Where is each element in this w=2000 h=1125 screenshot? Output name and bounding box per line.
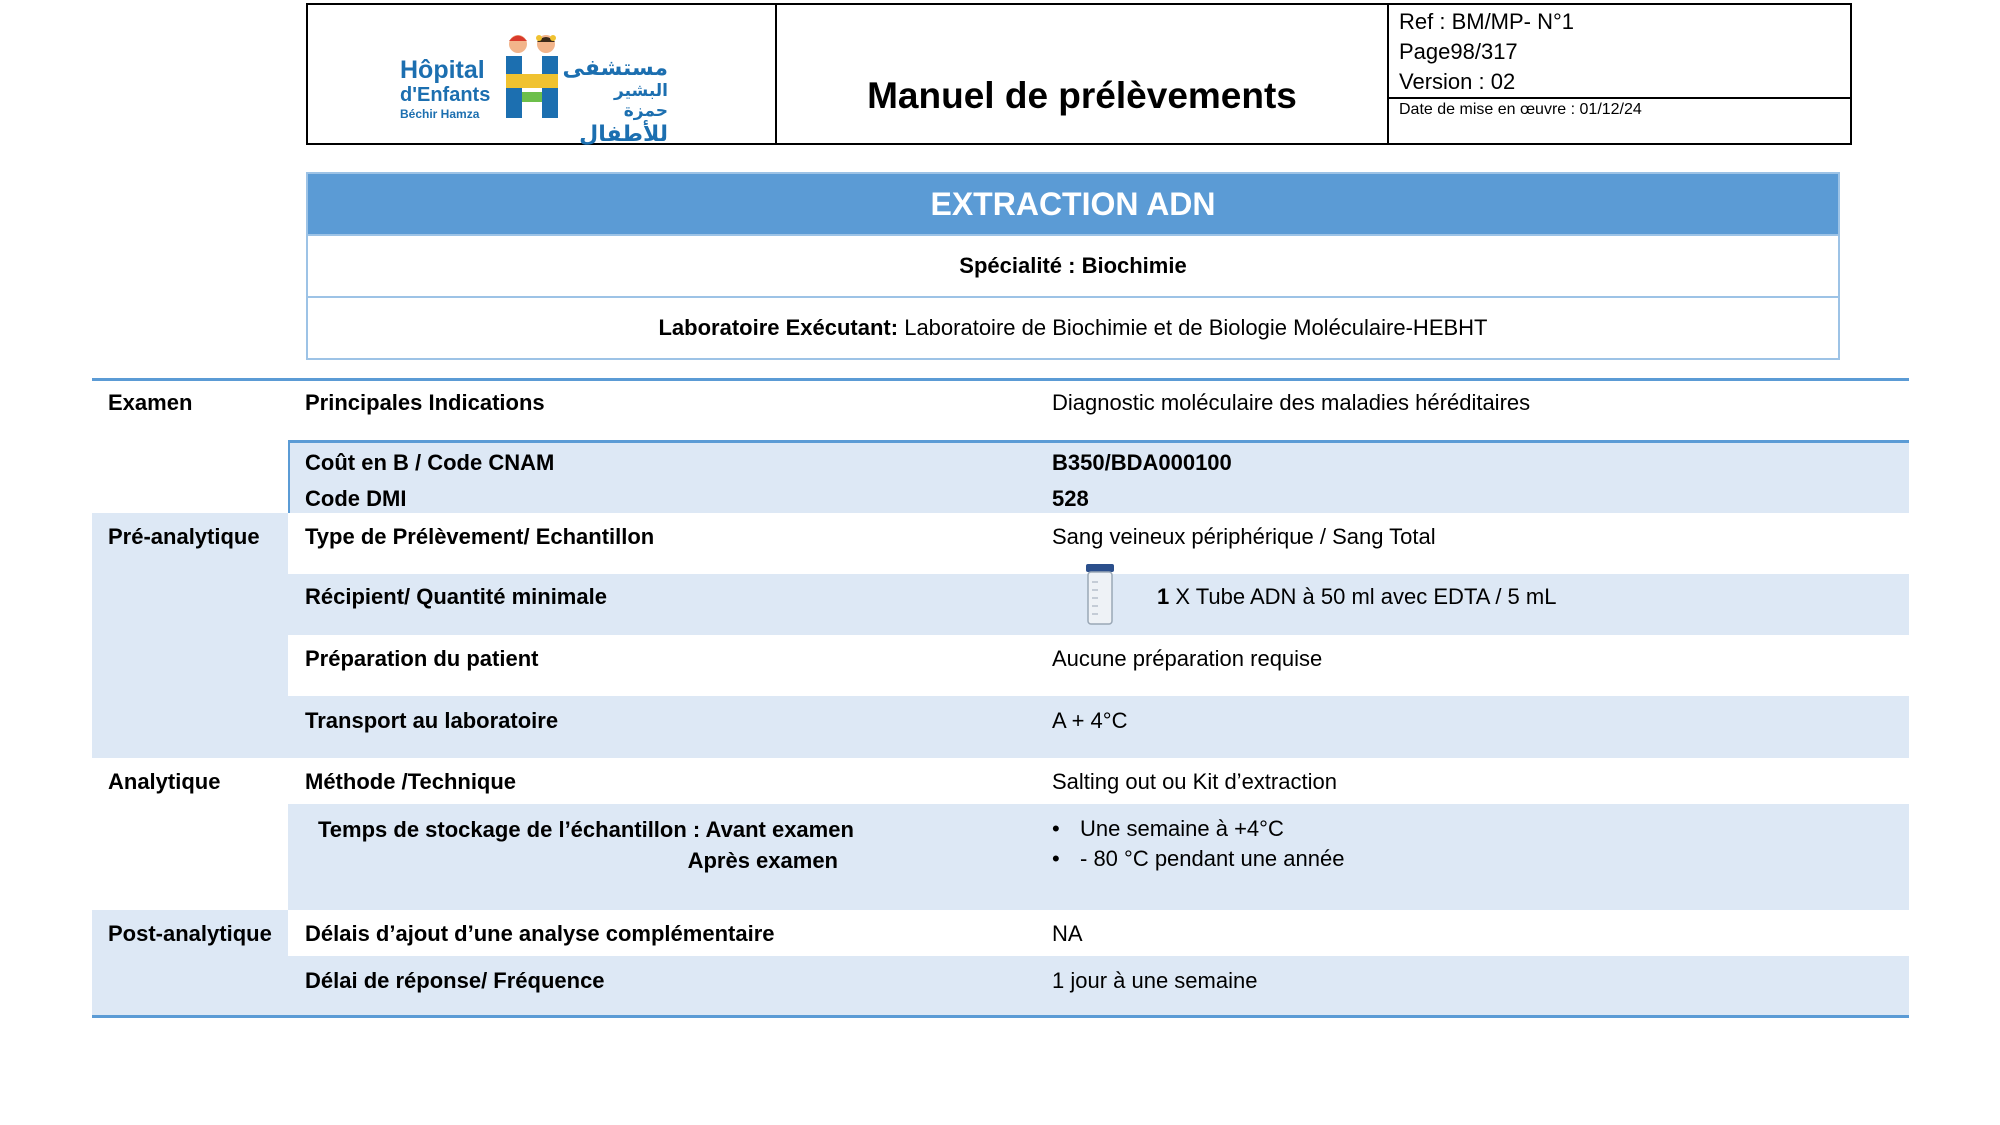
section-post-analytique: Post-analytique bbox=[108, 921, 272, 946]
section-examen: Examen bbox=[108, 390, 193, 415]
labo-row bbox=[308, 296, 1838, 358]
logo-text-arabic bbox=[562, 55, 668, 147]
stockage-value-2: • - 80 °C pendant une année bbox=[1052, 844, 1344, 874]
header-meta-cell bbox=[1389, 5, 1850, 143]
logo-line1: Hôpital bbox=[400, 56, 485, 84]
section-analytique: Analytique bbox=[108, 769, 221, 794]
cout-label: Coût en B / Code CNAM bbox=[305, 450, 555, 475]
stockage-label bbox=[318, 814, 854, 876]
header-meta-top bbox=[1389, 5, 1850, 99]
indications-value: Diagnostic moléculaire des maladies héréditaires bbox=[1052, 390, 1531, 415]
labo-label: Laboratoire Exécutant: bbox=[658, 315, 899, 340]
indications-label: Principales Indications bbox=[305, 390, 545, 415]
page-title: Manuel de prélèvements bbox=[867, 75, 1297, 116]
recipient-value-wrap bbox=[1157, 584, 1556, 610]
cout-value: B350/BDA000100 bbox=[1052, 450, 1232, 475]
recipient-label: Récipient/ Quantité minimale bbox=[305, 584, 607, 609]
collection-tube-icon bbox=[1082, 564, 1118, 628]
specialite-text: Spécialité : Biochimie bbox=[959, 253, 1187, 278]
dmi-label: Code DMI bbox=[305, 486, 407, 511]
table-top-rule bbox=[92, 378, 1909, 381]
logo-line2: d'Enfants bbox=[400, 84, 491, 106]
exam-banner: EXTRACTION ADN bbox=[308, 174, 1838, 234]
prep-label: Préparation du patient bbox=[305, 646, 539, 671]
logo-ar-line2: البشير حمزة bbox=[614, 81, 668, 120]
methode-label: Méthode /Technique bbox=[305, 769, 517, 794]
transport-value: A + 4°C bbox=[1052, 708, 1128, 733]
recipient-value: X Tube ADN à 50 ml avec EDTA / 5 mL bbox=[1169, 584, 1557, 609]
date-text: Date de mise en œuvre : 01/12/24 bbox=[1399, 101, 1642, 118]
page-number: Page98/317 bbox=[1399, 39, 1518, 64]
type-value: Sang veineux périphérique / Sang Total bbox=[1052, 524, 1436, 549]
section-pre-analytique: Pré-analytique bbox=[108, 524, 260, 549]
specialite-row bbox=[308, 234, 1838, 296]
version-text: Version : 02 bbox=[1399, 69, 1516, 94]
stockage-values bbox=[1052, 814, 1344, 874]
cout-row-top-rule bbox=[288, 440, 1909, 443]
reponse-label: Délai de réponse/ Fréquence bbox=[305, 968, 605, 993]
reponse-value: 1 jour à une semaine bbox=[1052, 968, 1258, 993]
type-label: Type de Prélèvement/ Echantillon bbox=[305, 524, 655, 549]
methode-value: Salting out ou Kit d’extraction bbox=[1052, 769, 1337, 794]
ref-text: Ref : BM/MP- N°1 bbox=[1399, 9, 1575, 34]
labo-value: Laboratoire de Biochimie et de Biologie Moléculaire-HEBHT bbox=[898, 315, 1488, 340]
logo-h-icon bbox=[502, 32, 564, 122]
logo-text-latin bbox=[400, 58, 490, 120]
delais-value: NA bbox=[1052, 921, 1083, 946]
cout-row-left-rule bbox=[288, 440, 290, 513]
dmi-value: 528 bbox=[1052, 486, 1089, 511]
title-table bbox=[306, 172, 1840, 360]
prep-value: Aucune préparation requise bbox=[1052, 646, 1323, 671]
header-title-cell bbox=[777, 5, 1389, 143]
transport-label: Transport au laboratoire bbox=[305, 708, 559, 733]
stockage-label-2: Après examen bbox=[687, 848, 838, 873]
hospital-logo bbox=[308, 5, 777, 146]
logo-ar-line3: للأطفال bbox=[579, 121, 668, 146]
table-bottom-rule bbox=[92, 1015, 1909, 1018]
logo-ar-line1: مستشفى bbox=[562, 55, 668, 80]
logo-line3: Béchir Hamza bbox=[400, 107, 480, 121]
recipient-qty: 1 bbox=[1157, 584, 1170, 609]
stockage-value-1: • Une semaine à +4°C bbox=[1052, 814, 1344, 844]
delais-label: Délais d’ajout d’une analyse complémentaire bbox=[305, 921, 775, 946]
stockage-label-1: Temps de stockage de l’échantillon : Avant examen bbox=[318, 817, 854, 842]
document-header bbox=[306, 3, 1852, 145]
